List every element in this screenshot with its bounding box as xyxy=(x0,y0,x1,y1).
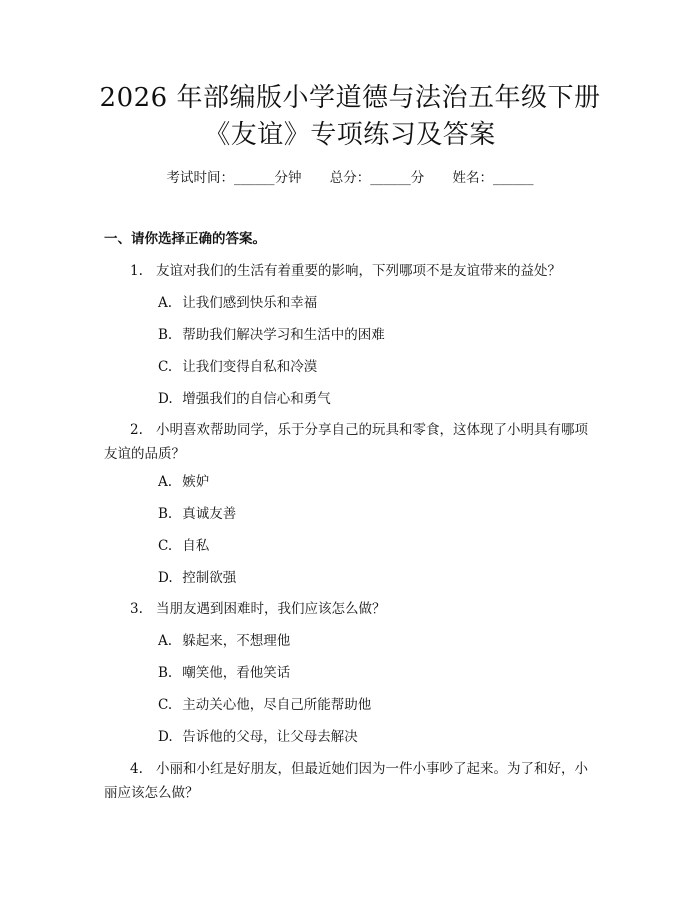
option-letter: B. xyxy=(158,327,173,343)
option-a xyxy=(158,293,317,313)
question-text: 小明喜欢帮助同学，乐于分享自己的玩具和零食，这体现了小明具有哪项 xyxy=(156,422,588,438)
exam-time-label: 考试时间： xyxy=(166,170,234,186)
option-text: 自私 xyxy=(182,538,210,554)
question-text: 友谊对我们的生活有着重要的影响，下列哪项不是友谊带来的益处？ xyxy=(156,263,561,279)
option-text: 真诚友善 xyxy=(182,506,237,522)
option-b xyxy=(158,504,236,524)
option-letter: C. xyxy=(158,359,173,375)
option-a xyxy=(158,472,209,492)
option-c xyxy=(158,536,209,556)
exam-time-unit: 分钟 xyxy=(274,170,302,186)
option-letter: A. xyxy=(158,474,173,490)
option-letter: C. xyxy=(158,697,173,713)
total-score-label: 总分： xyxy=(329,170,371,186)
exam-time-blank: ______ xyxy=(233,170,275,186)
option-letter: C. xyxy=(158,538,173,554)
option-text: 告诉他的父母，让父母去解决 xyxy=(182,729,358,745)
total-score-blank: ______ xyxy=(370,170,411,186)
option-c xyxy=(158,357,317,377)
option-text: 帮助我们解决学习和生活中的困难 xyxy=(182,327,385,343)
section-heading: 一、请你选择正确的答案。 xyxy=(104,231,266,247)
question-number: 3. xyxy=(130,601,143,617)
option-a xyxy=(158,631,290,651)
option-d xyxy=(158,389,331,409)
option-c xyxy=(158,695,371,715)
option-letter: B. xyxy=(158,665,173,681)
question-text-continued: 丽应该怎么做？ xyxy=(104,785,199,801)
question-1 xyxy=(104,261,599,281)
student-name-blank: ______ xyxy=(493,170,534,186)
question-number: 1. xyxy=(130,263,143,279)
document-title-line-1: 2026 年部编版小学道德与法治五年级下册 xyxy=(99,83,601,113)
question-number: 4. xyxy=(130,761,143,777)
option-d xyxy=(158,727,358,747)
option-letter: D. xyxy=(158,570,173,586)
option-text: 主动关心他，尽自己所能帮助他 xyxy=(182,697,372,713)
option-text: 控制欲强 xyxy=(182,570,237,586)
question-2 xyxy=(104,420,599,464)
student-name-field xyxy=(453,168,534,188)
option-text: 让我们感到快乐和幸福 xyxy=(182,295,318,311)
option-text: 让我们变得自私和冷漠 xyxy=(182,359,318,375)
option-text: 嘲笑他，看他笑话 xyxy=(182,665,291,681)
question-text: 当朋友遇到困难时，我们应该怎么做？ xyxy=(156,601,386,617)
question-number: 2. xyxy=(130,422,143,438)
question-text: 小丽和小红是好朋友，但最近她们因为一件小事吵了起来。为了和好，小 xyxy=(156,761,588,777)
option-letter: A. xyxy=(158,633,173,649)
option-letter: D. xyxy=(158,729,173,745)
option-letter: B. xyxy=(158,506,173,522)
option-text: 嫉妒 xyxy=(182,474,210,490)
total-score-field xyxy=(330,168,425,188)
question-4 xyxy=(104,759,599,803)
exam-time-field xyxy=(166,168,301,188)
question-3 xyxy=(104,599,599,619)
option-letter: A. xyxy=(158,295,173,311)
document-title-line-2: 《友谊》专项练习及答案 xyxy=(204,120,496,150)
option-letter: D. xyxy=(158,391,173,407)
question-text-continued: 友谊的品质？ xyxy=(104,446,185,462)
exam-info-line xyxy=(0,168,700,188)
student-name-label: 姓名： xyxy=(452,170,494,186)
option-text: 增强我们的自信心和勇气 xyxy=(182,391,331,407)
total-score-unit: 分 xyxy=(410,170,425,186)
option-text: 躲起来，不想理他 xyxy=(182,633,291,649)
option-b xyxy=(158,663,290,683)
option-b xyxy=(158,325,385,345)
option-d xyxy=(158,568,236,588)
